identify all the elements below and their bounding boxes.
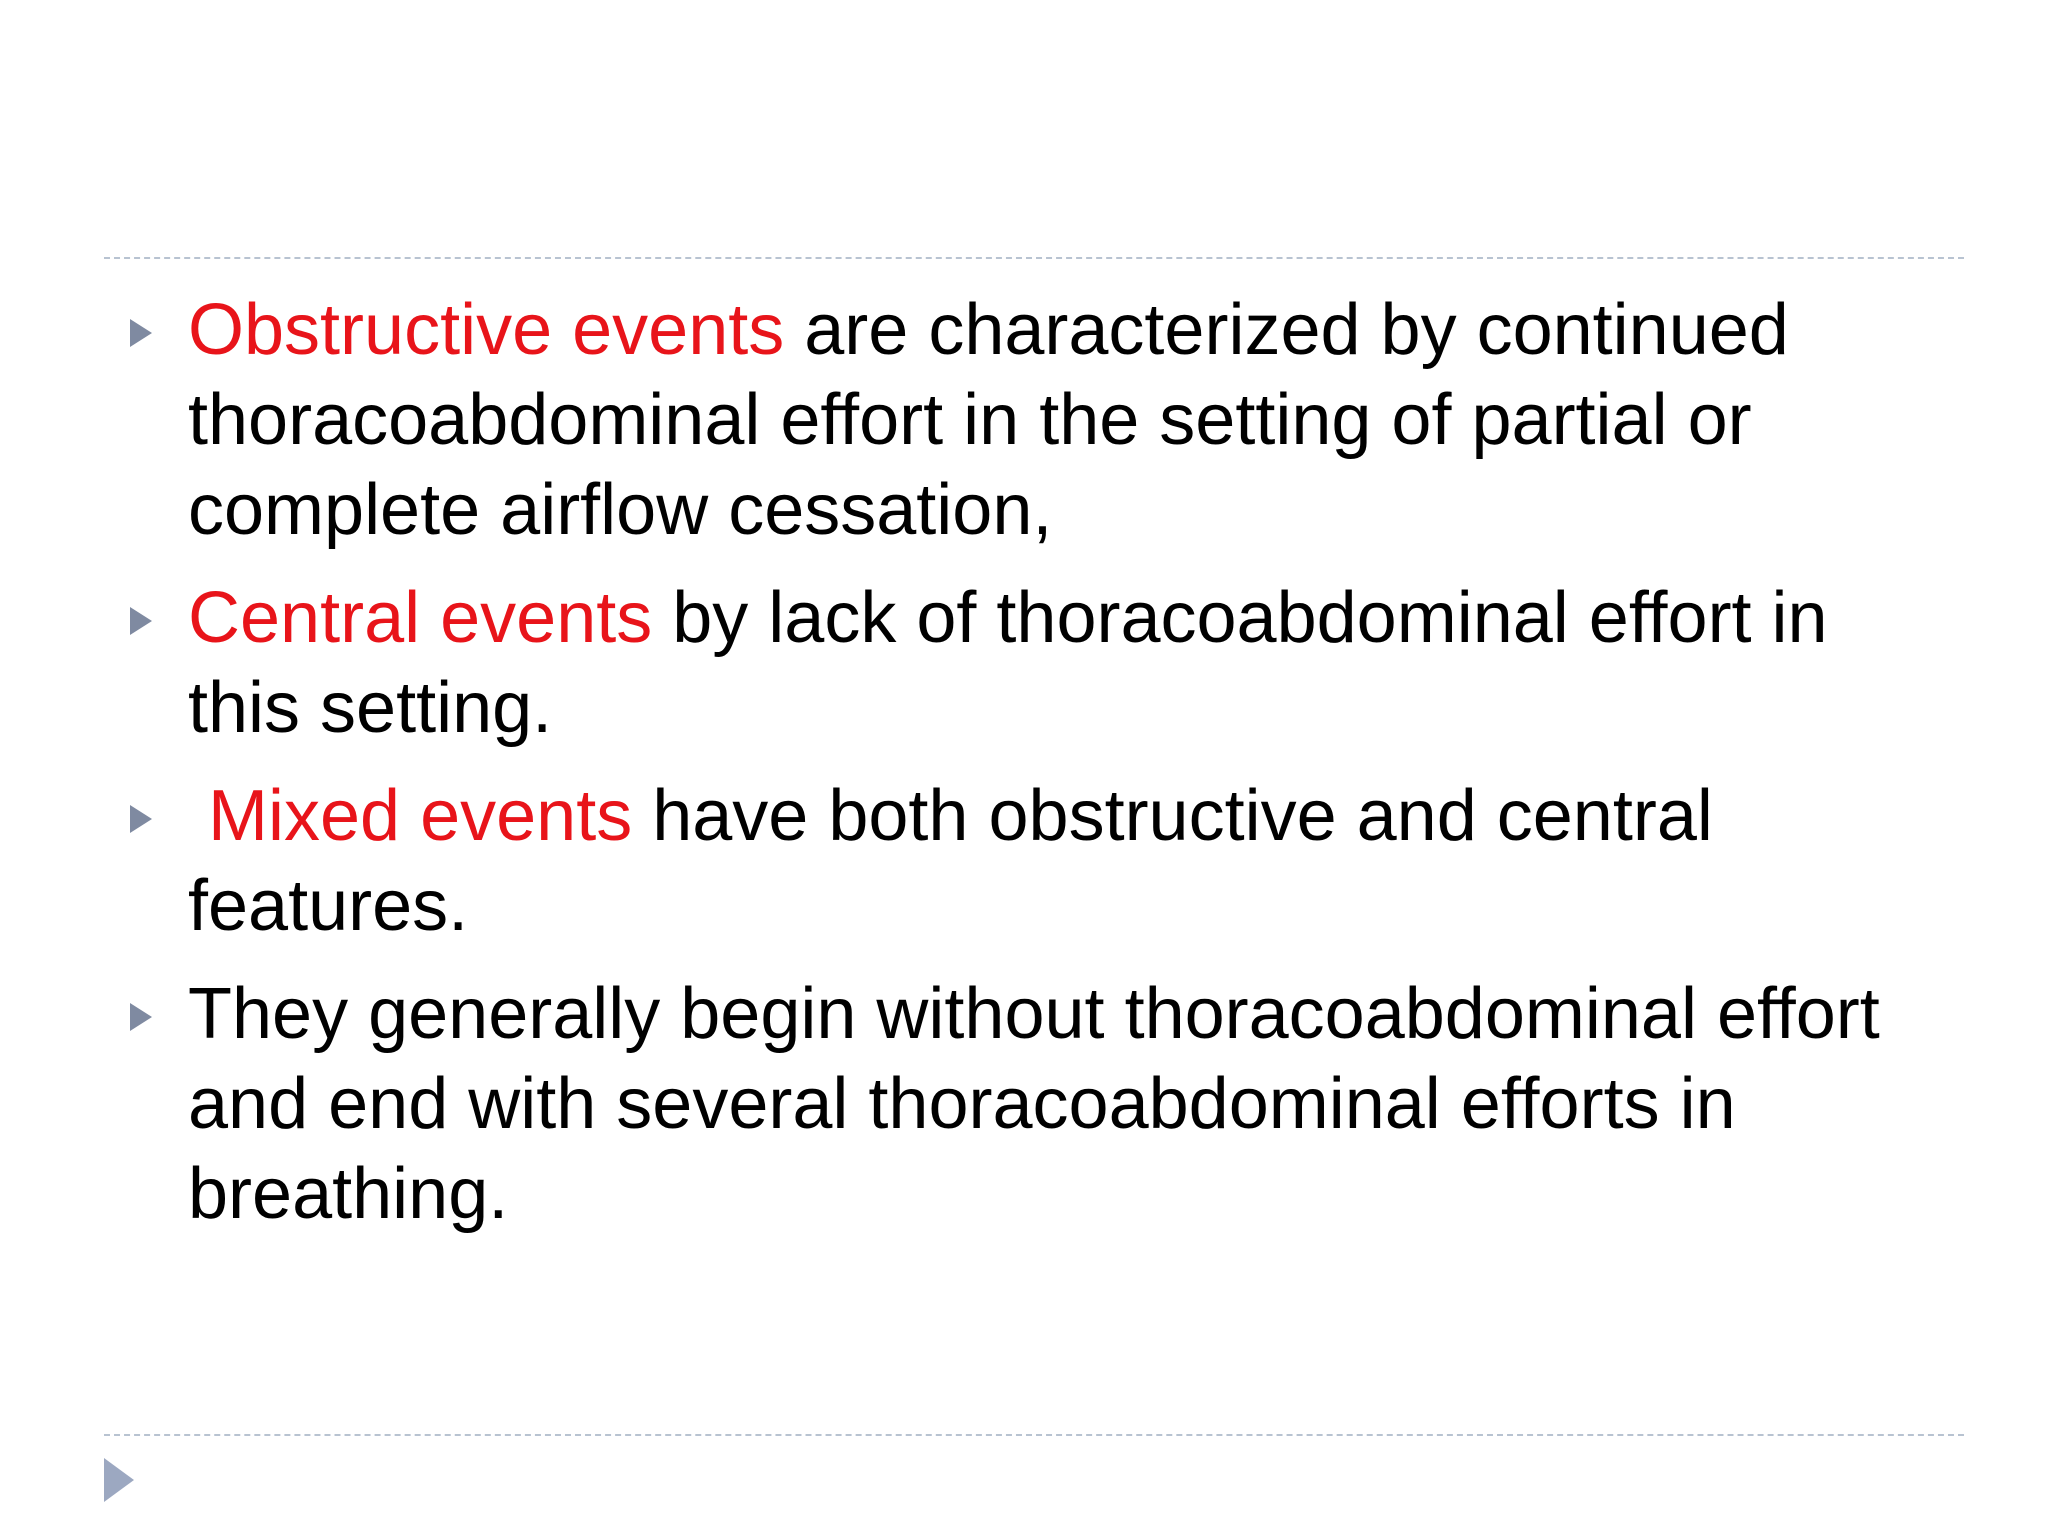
- triangle-right-icon: [130, 805, 152, 833]
- bullet-text: have both obstructive and central features.: [188, 776, 1713, 946]
- bullet-text: are characterized by continued thoracoabdominal effort in the setting of partial or complete airflow cessation,: [188, 290, 1789, 550]
- triangle-right-icon: [130, 319, 152, 347]
- bullet-item: [120, 969, 1920, 1239]
- bullet-item: [120, 771, 1920, 951]
- bullet-highlight: Mixed events: [188, 776, 633, 856]
- top-divider: [104, 257, 1964, 259]
- next-slide-arrow-icon[interactable]: [104, 1458, 134, 1502]
- triangle-right-icon: [130, 607, 152, 635]
- bullet-text: by lack of thoracoabdominal effort in this setting.: [188, 578, 1828, 748]
- bullet-highlight: Central events: [188, 578, 653, 658]
- bullet-text: They generally begin without thoracoabdominal effort and end with several thoracoabdominal efforts in breathing.: [188, 974, 1880, 1234]
- bottom-divider: [104, 1434, 1964, 1436]
- triangle-right-icon: [130, 1003, 152, 1031]
- bullet-list: [120, 285, 1920, 1257]
- bullet-item: [120, 285, 1920, 555]
- bullet-highlight: Obstructive events: [188, 290, 785, 370]
- bullet-item: [120, 573, 1920, 753]
